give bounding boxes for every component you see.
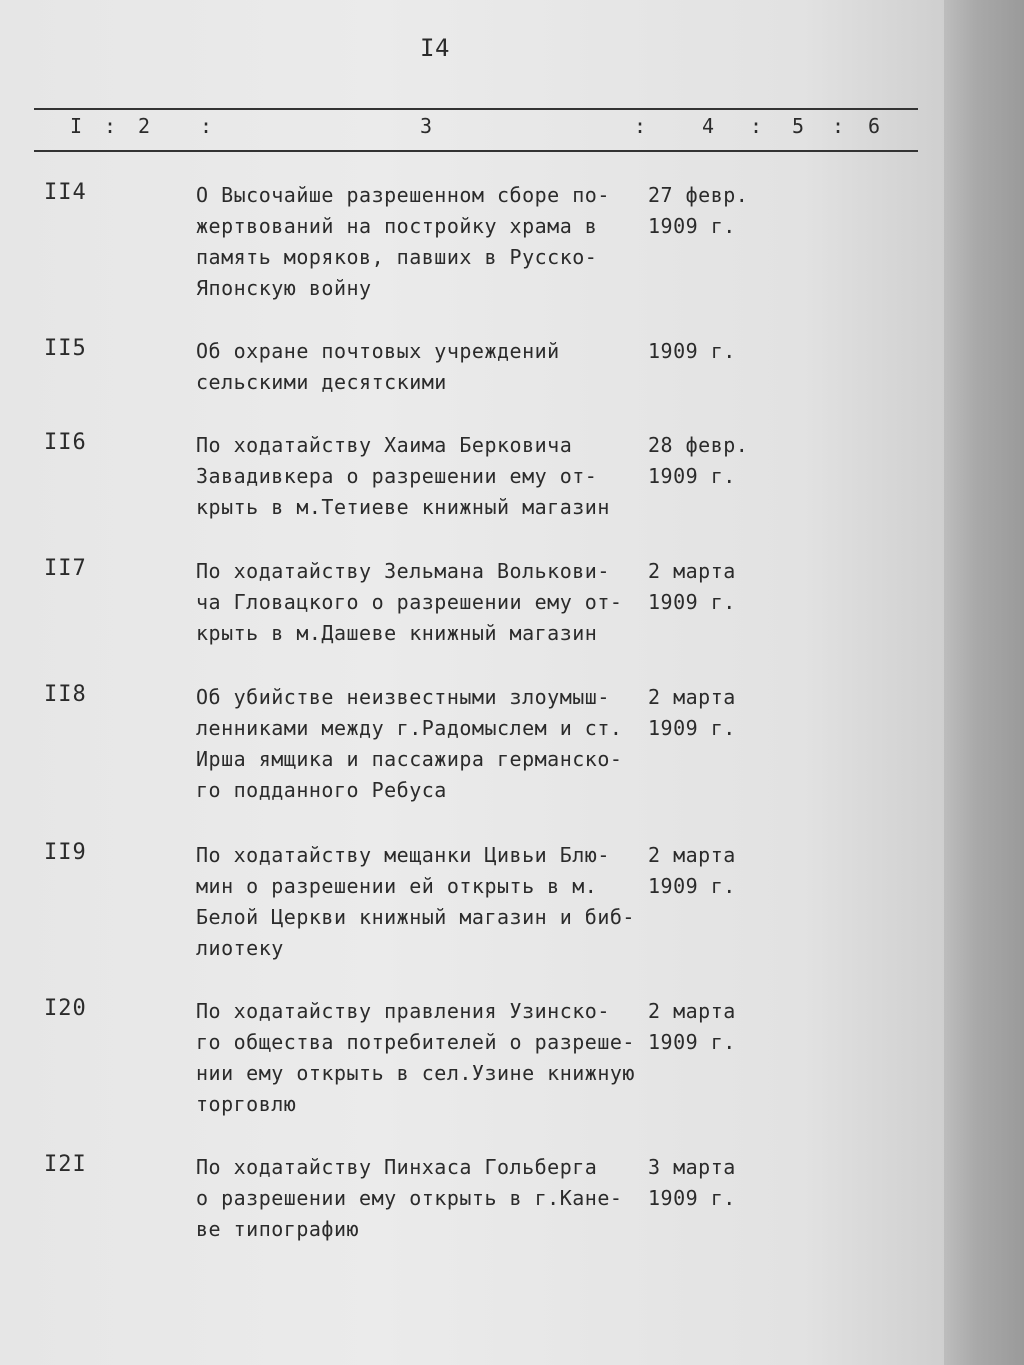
description-line: нии ему открыть в сел.Узине книжную (196, 1061, 635, 1085)
header-col-2: 2 (138, 114, 151, 138)
description-line: Об охране почтовых учреждений (196, 339, 560, 363)
description-line: По ходатайству мещанки Цивьи Блю- (196, 843, 610, 867)
date-line: 1909 г. (648, 1030, 736, 1054)
header-top-rule (34, 108, 918, 110)
entry-description (196, 682, 656, 806)
header-col-3: 3 (420, 114, 433, 138)
date-line: 1909 г. (648, 464, 736, 488)
entry-number: I2I (44, 1152, 87, 1177)
entry-number: II9 (44, 840, 87, 865)
date-line: 28 февр. (648, 433, 749, 457)
entry-date (648, 996, 768, 1058)
entry-description (196, 556, 656, 649)
description-line: Японскую войну (196, 276, 372, 300)
entry-description (196, 840, 656, 964)
description-line: По ходатайству Хаима Берковича (196, 433, 573, 457)
entry-date (648, 556, 768, 618)
description-line: По ходатайству Зельмана Волькови- (196, 559, 610, 583)
description-line: Белой Церкви книжный магазин и биб- (196, 905, 635, 929)
description-line: Об убийстве неизвестными злоумыш- (196, 685, 610, 709)
date-line: 1909 г. (648, 716, 736, 740)
header-sep-2: : (200, 114, 213, 138)
header-sep-5: : (832, 114, 845, 138)
entry-number: II7 (44, 556, 87, 581)
entry-date (648, 336, 768, 367)
page-number: I4 (420, 34, 450, 62)
entry-description (196, 336, 656, 398)
date-line: 2 марта (648, 843, 736, 867)
entry-date (648, 840, 768, 902)
description-line: о разрешении ему открыть в г.Кане- (196, 1186, 623, 1210)
entry-date (648, 682, 768, 744)
entry-description (196, 180, 656, 304)
description-line: лиотеку (196, 936, 284, 960)
page-edge-shadow (944, 0, 1024, 1365)
entry-number: II6 (44, 430, 87, 455)
header-sep-1: : (104, 114, 117, 138)
description-line: ча Гловацкого о разрешении ему от- (196, 590, 623, 614)
description-line: го общества потребителей о разреше- (196, 1030, 635, 1054)
description-line: жертвований на постройку храма в (196, 214, 598, 238)
header-col-1: I (70, 114, 83, 138)
description-line: По ходатайству Пинхаса Гольберга (196, 1155, 598, 1179)
description-line: крыть в м.Тетиеве книжный магазин (196, 495, 610, 519)
description-line: торговлю (196, 1092, 297, 1116)
description-line: По ходатайству правления Узинско- (196, 999, 610, 1023)
date-line: 1909 г. (648, 874, 736, 898)
column-header (34, 114, 918, 144)
entry-date (648, 1152, 768, 1214)
description-line: мин о разрешении ей открыть в м. (196, 874, 598, 898)
date-line: 2 марта (648, 559, 736, 583)
entry-description (196, 1152, 656, 1245)
date-line: 1909 г. (648, 214, 736, 238)
description-line: сельскими десятскими (196, 370, 447, 394)
entry-number: II4 (44, 180, 87, 205)
header-col-4: 4 (702, 114, 715, 138)
entry-number: I20 (44, 996, 87, 1021)
date-line: 2 марта (648, 999, 736, 1023)
entry-number: II8 (44, 682, 87, 707)
date-line: 1909 г. (648, 590, 736, 614)
description-line: Завадивкера о разрешении ему от- (196, 464, 598, 488)
date-line: 27 февр. (648, 183, 749, 207)
header-col-5: 5 (792, 114, 805, 138)
description-line: О Высочайше разрешенном сборе по- (196, 183, 610, 207)
date-line: 1909 г. (648, 339, 736, 363)
description-line: ве типографию (196, 1217, 360, 1241)
description-line: крыть в м.Дашеве книжный магазин (196, 621, 598, 645)
entry-date (648, 430, 768, 492)
header-sep-3: : (634, 114, 647, 138)
entry-date (648, 180, 768, 242)
entry-number: II5 (44, 336, 87, 361)
date-line: 3 марта (648, 1155, 736, 1179)
header-sep-4: : (750, 114, 763, 138)
description-line: ленниками между г.Радомыслем и ст. (196, 716, 623, 740)
header-bottom-rule (34, 150, 918, 152)
description-line: память моряков, павших в Русско- (196, 245, 598, 269)
description-line: Ирша ямщика и пассажира германско- (196, 747, 623, 771)
header-col-6: 6 (868, 114, 881, 138)
entry-description (196, 996, 656, 1120)
description-line: го подданного Ребуса (196, 778, 447, 802)
date-line: 2 марта (648, 685, 736, 709)
entry-description (196, 430, 656, 523)
date-line: 1909 г. (648, 1186, 736, 1210)
